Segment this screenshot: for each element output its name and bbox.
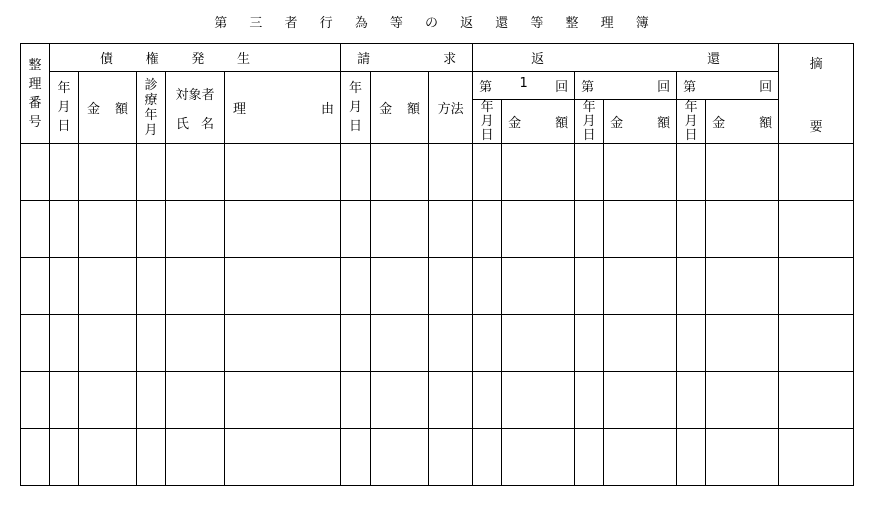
header-henkan-1-kingaku: 金 額: [502, 100, 575, 144]
header-henkan-3-nengappi: 年 月 日: [677, 100, 706, 144]
header-tekiyo: 摘 要: [779, 44, 854, 144]
header-seikyu: 請 求: [341, 44, 473, 72]
table-row: [21, 315, 854, 372]
header-seiri-bango: 整 理 番 号: [21, 44, 50, 144]
header-henkan-kai-2: 第 回: [575, 72, 677, 100]
table-row: [21, 144, 854, 201]
header-hassei-nengappi: 年 月 日: [50, 72, 79, 144]
header-henkan-3-kingaku: 金 額: [706, 100, 779, 144]
header-seikyu-kingaku: 金 額: [371, 72, 429, 144]
header-riyu: 理 由: [225, 72, 341, 144]
header-henkan: 返 還: [473, 44, 779, 72]
table-row: [21, 372, 854, 429]
table-row: [21, 258, 854, 315]
table-row: [21, 201, 854, 258]
header-henkan-kai-3: 第 回: [677, 72, 779, 100]
header-henkan-1-nengappi: 年 月 日: [473, 100, 502, 144]
page-title: 第 三 者 行 為 等 の 返 還 等 整 理 簿: [214, 16, 658, 31]
table-row: [21, 429, 854, 486]
header-shinryo-nengetsu: 診 療 年 月: [137, 72, 166, 144]
ledger-table: [20, 43, 854, 486]
header-henkan-2-kingaku: 金 額: [604, 100, 677, 144]
header-henkan-2-nengappi: 年 月 日: [575, 100, 604, 144]
header-hassei-kingaku: 金 額: [79, 72, 137, 144]
header-saiken-hassei: 債 権 発 生: [50, 44, 341, 72]
header-seikyu-nengappi: 年 月 日: [341, 72, 371, 144]
header-hoho: 方法: [429, 72, 473, 144]
header-taishosha-shimei: 対象者 氏 名: [166, 72, 225, 144]
header-henkan-kai-1: 第 1 回: [473, 72, 575, 100]
